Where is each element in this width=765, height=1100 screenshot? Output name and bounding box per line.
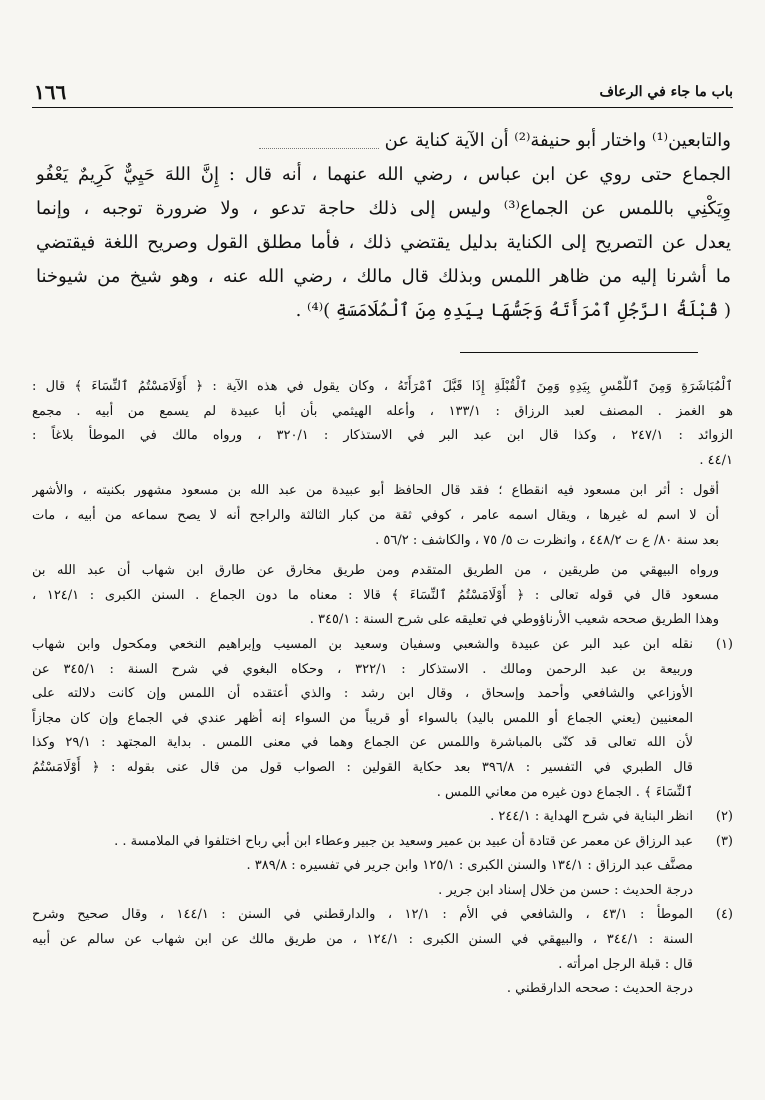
note-line: الأوزاعي والشافعي وأحمد وإسحاق ، وقال ابن رشد : والذي أعتقده أن اللمس وإن كانت دلالته على bbox=[32, 686, 693, 702]
note-line: انظر البناية في شرح الهداية : ٢٤٤/١ . bbox=[490, 809, 693, 825]
note-line: ٤٤/١ . bbox=[699, 452, 733, 468]
note-line: السنة : ٣٤٤/١ ، والبيهقي في السنن الكبرى : ١٢٤/١ ، من طريق مالك عن ابن شهاب عن سالم عن أبيه bbox=[32, 932, 693, 948]
note-line: مسعود قال في قوله تعالى : ﴿ أَوْلَامَسْتُمُ ٱلنِّسَاءَ ﴾ قالا : معناه ما دون الجماع . السنن الكبرى : ١٢٤/١ ، bbox=[32, 587, 719, 603]
footnote-comment bbox=[32, 479, 733, 553]
footnote-1 bbox=[32, 633, 733, 805]
note-line: قال : قبلة الرجل امرأته . bbox=[558, 956, 693, 972]
main-line-text: والتابعين⁽¹⁾ واختار أبو حنيفة⁽²⁾ أن الآية كناية عن bbox=[384, 130, 731, 151]
footnote-bayhaqi bbox=[32, 559, 733, 633]
footnote-2 bbox=[32, 805, 733, 830]
note-line: درجة الحديث : صححه الدارقطني . bbox=[506, 981, 693, 997]
footnotes bbox=[32, 375, 733, 1002]
note-line: المعنيين (يعني الجماع أو اللمس باليد) بالسواء أو قريباً من السواء إنه أظهر عندي في الجماع وإن كان مجازاً bbox=[32, 710, 693, 726]
footnote-number: (٤) bbox=[715, 907, 733, 923]
note-line: ٱلْمُبَاشَرَةِ وَمِنَ ٱللَّمْسِ بِيَدِهِ وَمِنَ ٱلْقُبْلَةِ إِذَا قَبَّلَ ٱمْرَأَتَهُ ، وكان يقول في هذه الآية : ﴿ أَوْلَامَسْتُمُ ٱلنِّسَاءَ ﴾ قال : bbox=[32, 379, 733, 394]
note-line: بعد سنة ٨٠/ ع ت ٤٤٨/٢ ، وانظرت ت ٥/ ٧٥ ، والكاشف : ٥٦/٢ . bbox=[375, 532, 719, 548]
main-line: وِيَكْنِي باللمس عن الجماع⁽³⁾ وليس إلى ذلك حاجة تدعو ، ولا ضرورة توجبه ، وإنما bbox=[36, 198, 731, 219]
main-text bbox=[36, 124, 731, 328]
note-line: الزوائد : ٢٤٧/١ ، وكذا قال ابن عبد البر في الاستذكار : ٣٢٠/١ ، ورواه مالك في الموطأ بلاغاً : bbox=[32, 428, 733, 444]
main-line: يعدل عن التصريح إلى الكناية بدليل يقتضي ذلك ، فأما مطلق القول وصريح اللغة فيقتضي bbox=[36, 232, 731, 253]
note-line: الموطأ : ٤٣/١ ، والشافعي في الأم : ١٢/١ ، والدارقطني في السنن : ١٤٤/١ ، وقال صحيح وشرح bbox=[32, 907, 693, 923]
footnote-4 bbox=[32, 903, 733, 1001]
footnote-number: (٣) bbox=[715, 833, 733, 849]
footnote-number: (١) bbox=[715, 636, 733, 652]
note-line: وربيعة بن عبد الرحمن ومالك . الاستذكار : ٣٢٢/١ ، وحكاه البغوي في شرح السنة : ٣٤٥/١ عن bbox=[32, 661, 693, 677]
note-line: وهذا الطريق صححه شعيب الأرناؤوطي في تعليقه على شرح السنة : ٣٤٥/١ . bbox=[309, 612, 719, 628]
note-line: لأن الله تعالى قد كنّى بالمباشرة واللمس عن الجماع وهما في معنى اللمس . بداية المجتهد : ٢٩/١ وكذا bbox=[32, 735, 693, 751]
note-line: أن لا اسم له غيرها ، ويقال اسمه عامر ، كوفي ثقة من كبار الثالثة والراجح أنه لا يصح سماعه من أبيه ، مات bbox=[32, 507, 719, 523]
note-line: عبد الرزاق عن معمر عن قتادة أن عبيد بن عمير وسعيد بن جبير وعطاء ابن أبي رباح اختلفوا في الملامسة . . bbox=[114, 833, 693, 849]
note-line: قال الطبري في التفسير : ٣٩٦/٨ بعد حكاية القولين : الصواب قول من قال عنى بقوله : ﴿ أَوْلَامَسْتُمُ bbox=[32, 759, 693, 775]
note-line: هو الغمز . المصنف لعبد الرزاق : ١٣٣/١ ، وأعله الهيثمي بأن أبا عبيدة لم يسمع من أبيه . مجمع bbox=[32, 403, 733, 419]
footnote-number: (٢) bbox=[715, 809, 733, 825]
note-line: ورواه البيهقي من طريقين ، من الطريق المتقدم ومن طريق مخارق عن طارق ابن شهاب أن عبد الله بن bbox=[32, 563, 719, 579]
note-line: درجة الحديث : حسن من خلال إسناد ابن جرير . bbox=[438, 882, 693, 898]
note-line: نقله ابن عبد البر عن عبيدة والشعبي وسفيان وسعيد بن المسيب وإبراهيم النخعي ومكحول وابن شهاب bbox=[32, 636, 693, 652]
footnote-3 bbox=[32, 830, 733, 904]
main-line: ( قُبْلَةُ الرَّجُلِ ٱمْرَأَتَهُ وَجَسُّهَا بِيَدِهِ مِنَ ٱلْمُلَامَسَةِ )⁽⁴⁾ . bbox=[295, 300, 731, 321]
chapter-title: باب ما جاء في الرعاف bbox=[599, 84, 733, 100]
main-line: ما أشرنا إليه من ظاهر اللمس وبذلك قال مالك ، رضي الله عنه ، وهو شيخ من شيوخنا bbox=[36, 266, 731, 287]
note-line: مصنَّف عبد الرزاق : ١٣٤/١ والسنن الكبرى : ١٢٥/١ وابن جرير في تفسيره : ٣٨٩/٨ . bbox=[246, 858, 693, 874]
footnote-continuation bbox=[32, 375, 733, 473]
dotted-leader bbox=[259, 134, 379, 149]
main-line: الجماع حتى روي عن ابن عباس ، رضي الله عنهما ، أنه قال : إِنَّ اللهَ حَيِيٌّ كَرِيمٌ يَعْفُو bbox=[36, 164, 731, 185]
page-number: ١٦٦ bbox=[34, 80, 67, 104]
main-line bbox=[36, 124, 731, 158]
header-rule bbox=[32, 107, 733, 108]
note-line: أقول : أثر ابن مسعود فيه انقطاع ؛ فقد قال الحافظ أبو عبيدة من عبد الله بن مسعود مشهور بكنيته ، والأشهر bbox=[32, 483, 719, 499]
footnote-separator bbox=[460, 352, 698, 353]
running-header bbox=[32, 80, 733, 104]
note-line: ٱلنِّسَاءَ ﴾ . الجماع دون غيره من معاني اللمس . bbox=[436, 784, 693, 800]
